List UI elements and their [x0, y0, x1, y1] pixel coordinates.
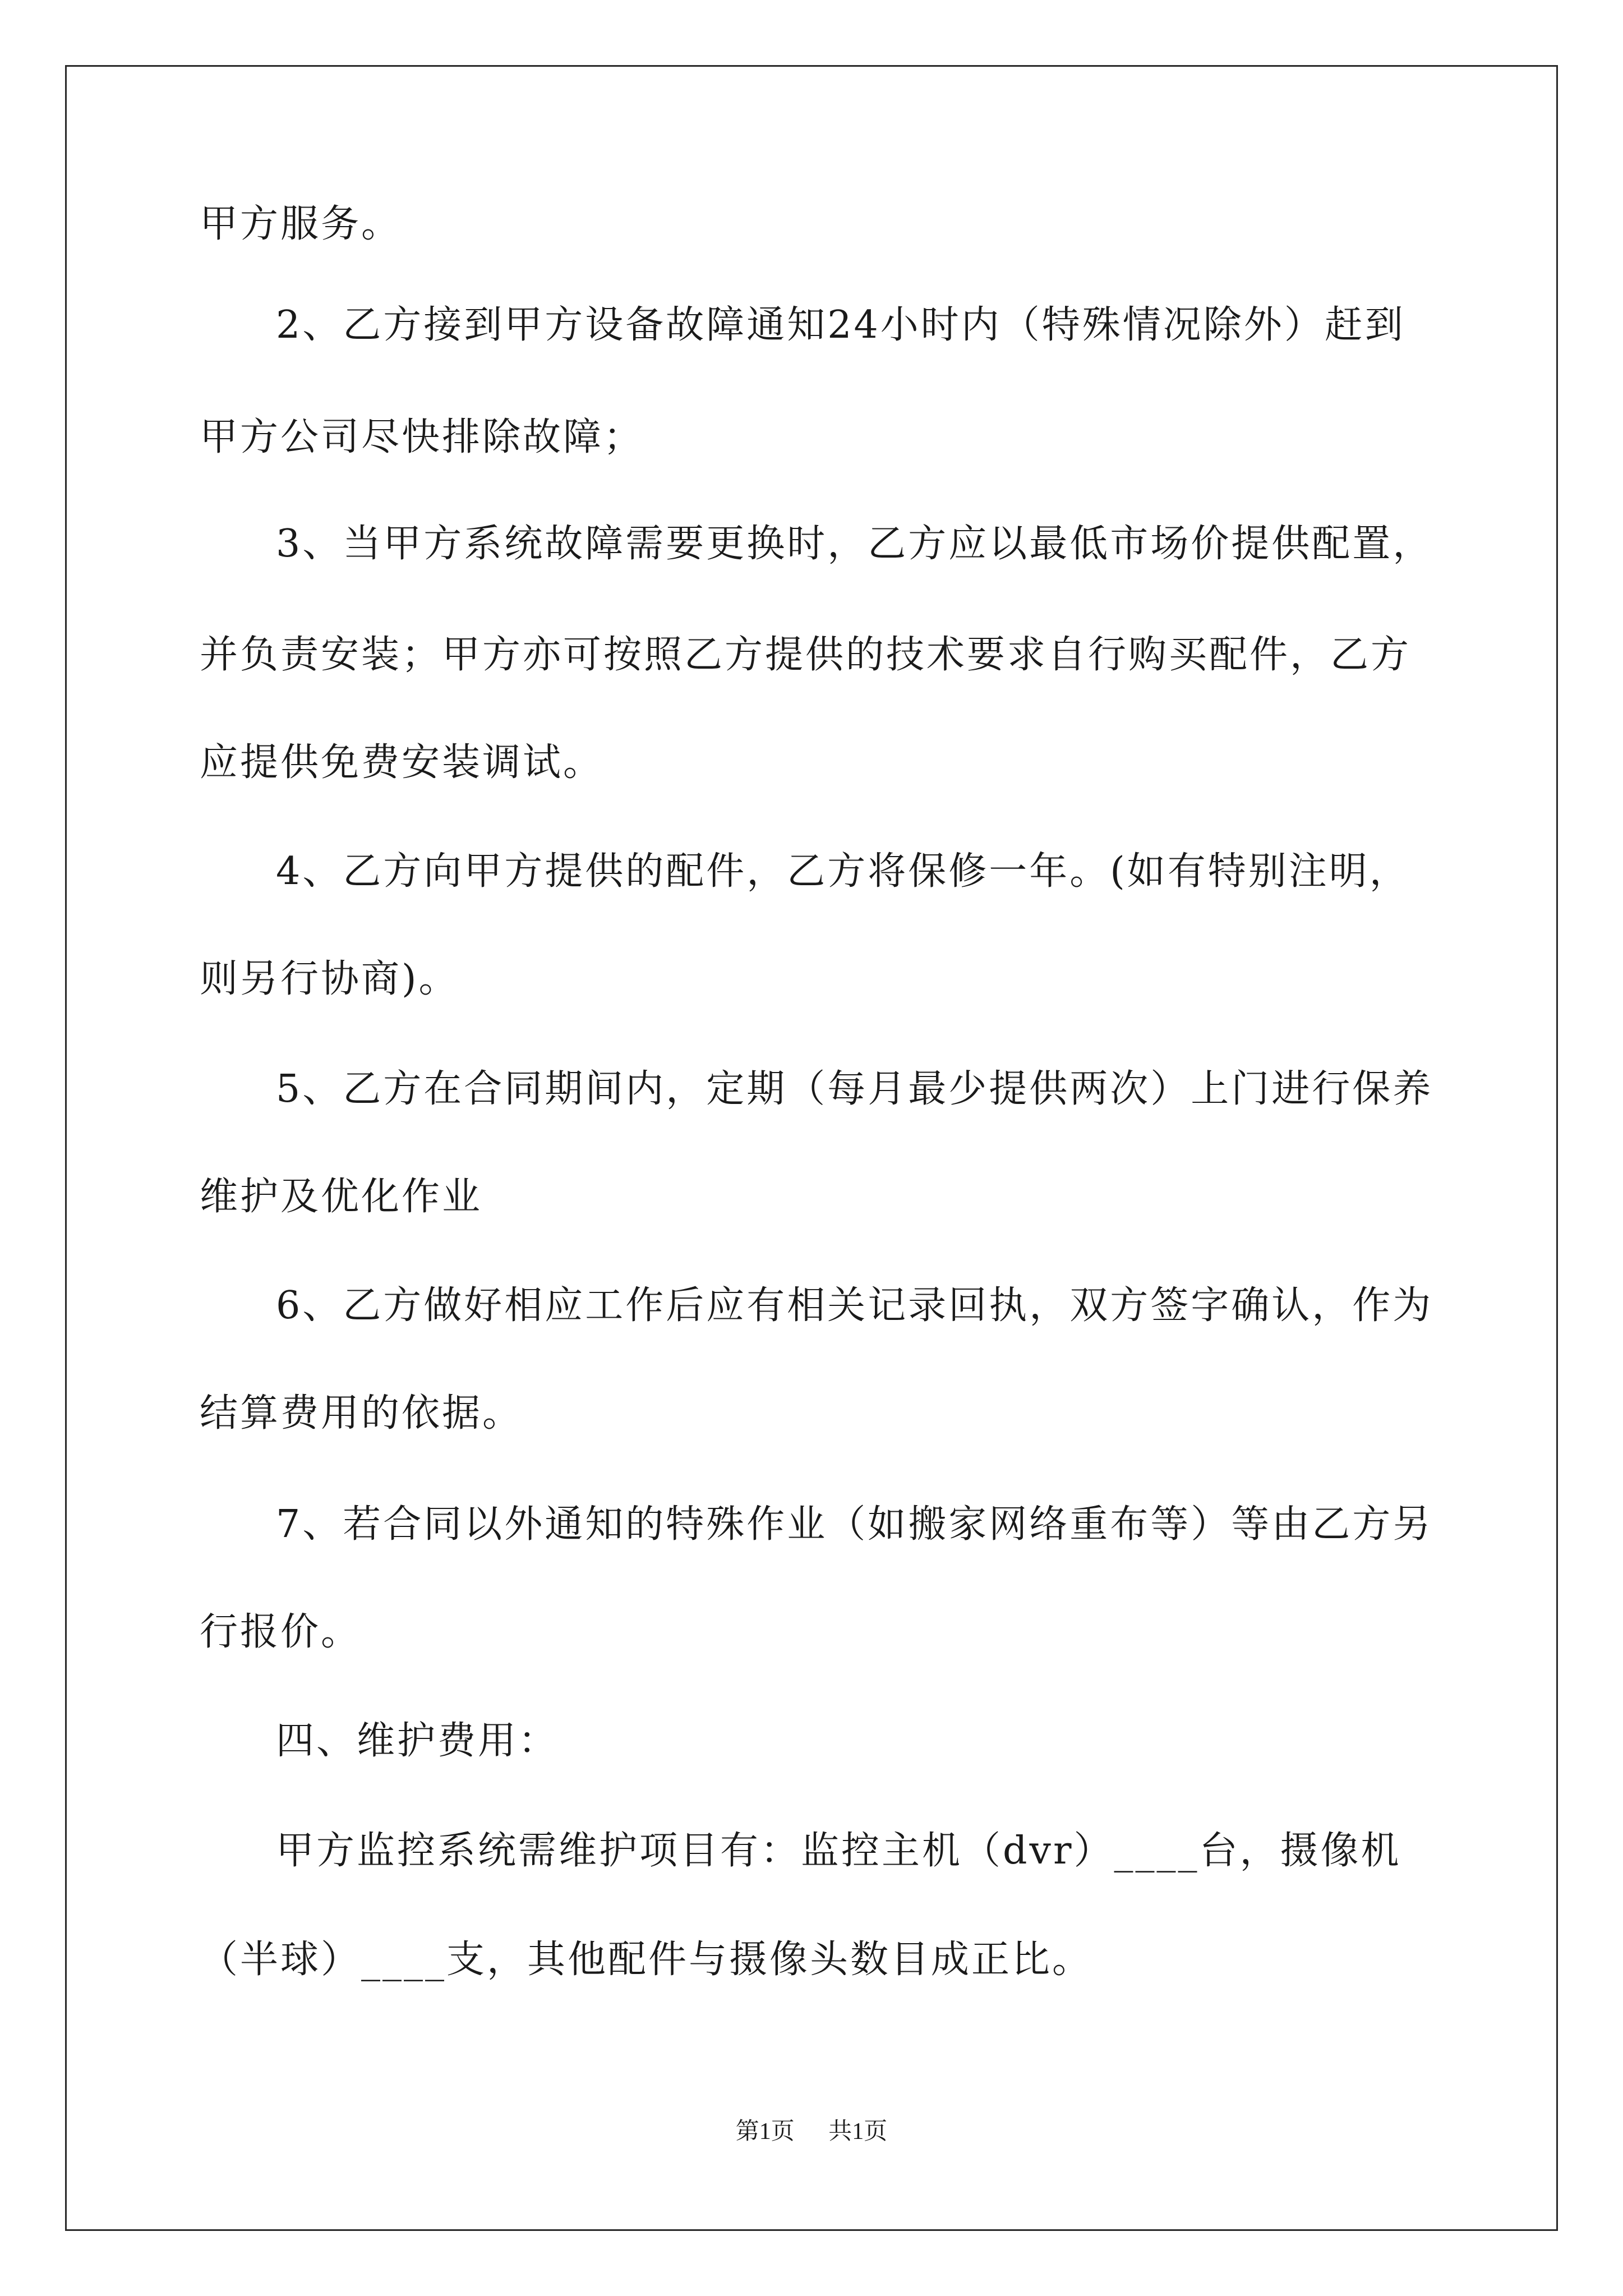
page-number-total: 共1页 — [828, 2119, 888, 2145]
text-line: 则另行协商)。 — [200, 957, 459, 1001]
text-line: 甲方公司尽快排除故障； — [200, 415, 644, 459]
text-line: 7、若合同以外通知的特殊作业（如搬家网络重布等）等由乙方另 — [276, 1502, 1433, 1547]
section-heading: 四、维护费用： — [276, 1719, 559, 1763]
text-line: 3、当甲方系统故障需要更换时，乙方应以最低市场价提供配置， — [276, 522, 1433, 566]
text-line: 5、乙方在合同期间内，定期（每月最少提供两次）上门进行保养 — [276, 1067, 1433, 1111]
text-line: 应提供免费安装调试。 — [200, 740, 604, 785]
text-line: 行报价。 — [200, 1610, 362, 1654]
page-number-current: 第1页 — [735, 2119, 795, 2145]
text-line: 维护及优化作业 — [200, 1175, 483, 1219]
text-line: 6、乙方做好相应工作后应有相关记录回执，双方签字确认，作为 — [276, 1283, 1433, 1328]
text-line: 2、乙方接到甲方设备故障通知24小时内（特殊情况除外）赶到 — [276, 303, 1405, 347]
text-line: 甲方监控系统需维护项目有：监控主机（dvr）____台，摄像机 — [276, 1829, 1401, 1873]
text-line: 并负责安装；甲方亦可按照乙方提供的技术要求自行购买配件，乙方 — [200, 633, 1412, 677]
text-line: 结算费用的依据。 — [200, 1391, 523, 1435]
page-footer — [0, 2118, 1623, 2146]
page-border — [65, 65, 1558, 2231]
text-line: （半球）____支，其他配件与摄像头数目成正比。 — [200, 1938, 1093, 1982]
text-line: 甲方服务。 — [200, 202, 402, 246]
text-line: 4、乙方向甲方提供的配件，乙方将保修一年。(如有特别注明， — [276, 849, 1410, 894]
